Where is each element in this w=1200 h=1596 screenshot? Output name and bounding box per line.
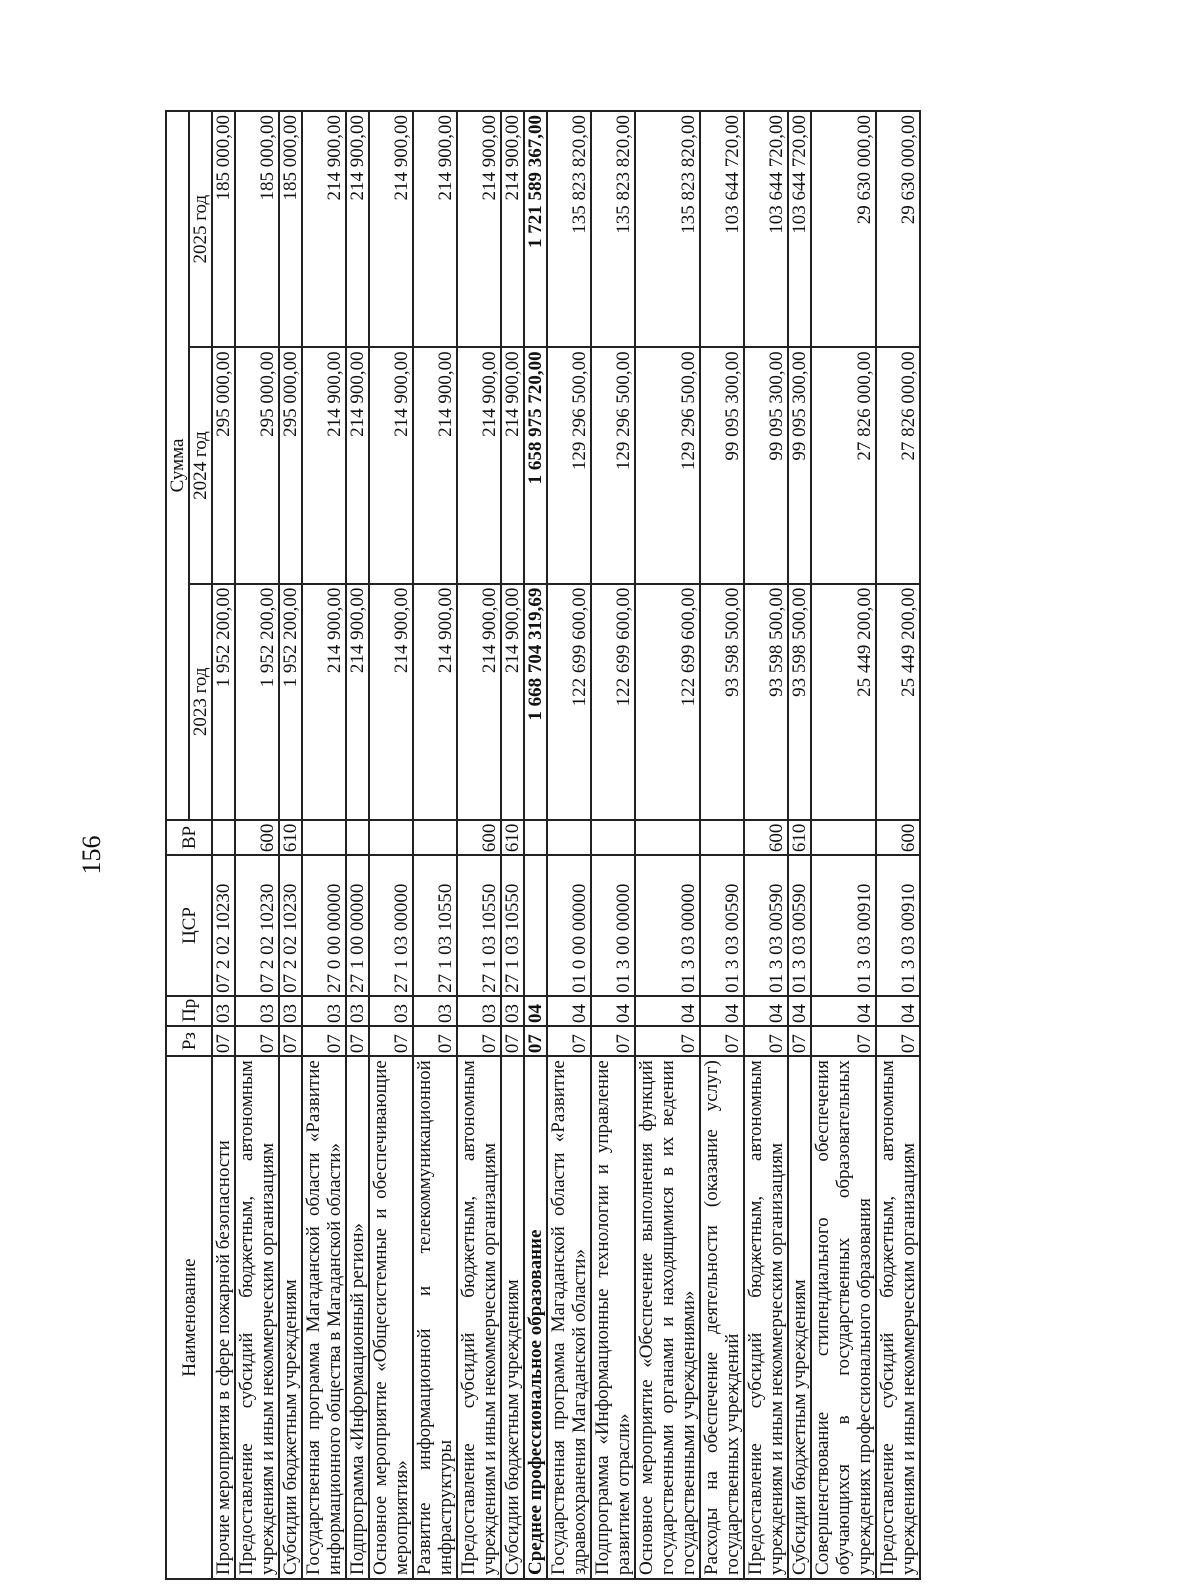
header-2024: 2024 год xyxy=(189,347,212,583)
cell-name: Основное мероприятие «Обеспечение выполнения функций государственными органами и находящимися в их ведении государственными учреждениями» xyxy=(635,1056,700,1579)
cell-2023: 93 598 500,00 xyxy=(744,584,788,820)
cell-2023: 122 699 600,00 xyxy=(547,584,591,820)
header-name: Наименование xyxy=(166,1056,212,1579)
header-vr: ВР xyxy=(166,820,212,855)
table-row xyxy=(369,111,413,1579)
cell-2025: 185 000,00 xyxy=(212,111,235,347)
table-row xyxy=(744,111,788,1579)
cell-rz: 07 xyxy=(369,1026,413,1056)
cell-2023: 1 952 200,00 xyxy=(235,584,279,820)
cell-csr: 27 1 03 10550 xyxy=(457,855,501,996)
table-row xyxy=(302,111,346,1579)
cell-pr: 03 xyxy=(279,996,302,1026)
cell-2023: 214 900,00 xyxy=(413,584,457,820)
cell-2025: 185 000,00 xyxy=(235,111,279,347)
cell-name: Предоставление субсидий бюджетным, автономным учреждениям и иным некоммерческим организациям xyxy=(744,1056,788,1579)
table-row xyxy=(346,111,369,1579)
cell-name: Субсидии бюджетным учреждениям xyxy=(279,1056,302,1579)
header-2025: 2025 год xyxy=(189,111,212,347)
cell-name: Прочие мероприятия в сфере пожарной безопасности xyxy=(212,1056,235,1579)
cell-2023: 214 900,00 xyxy=(346,584,369,820)
cell-rz: 07 xyxy=(524,1026,547,1056)
cell-2024: 1 658 975 720,00 xyxy=(524,347,547,583)
table-row xyxy=(457,111,501,1579)
cell-pr: 04 xyxy=(811,996,876,1026)
cell-name: Государственная программа Магаданской области «Развитие здравоохранения Магаданской области» xyxy=(547,1056,591,1579)
table-row xyxy=(413,111,457,1579)
cell-vr xyxy=(413,820,457,855)
cell-vr xyxy=(547,820,591,855)
cell-2024: 27 826 000,00 xyxy=(811,347,876,583)
cell-csr: 01 3 03 00590 xyxy=(744,855,788,996)
cell-pr: 03 xyxy=(413,996,457,1026)
cell-2024: 129 296 500,00 xyxy=(635,347,700,583)
table-row xyxy=(876,111,920,1579)
table-row xyxy=(524,111,547,1579)
cell-pr: 03 xyxy=(302,996,346,1026)
cell-2024: 295 000,00 xyxy=(235,347,279,583)
cell-2024: 214 900,00 xyxy=(346,347,369,583)
cell-rz: 07 xyxy=(212,1026,235,1056)
cell-2025: 135 823 820,00 xyxy=(591,111,635,347)
cell-rz: 07 xyxy=(811,1026,876,1056)
cell-2023: 1 952 200,00 xyxy=(212,584,235,820)
cell-vr: 600 xyxy=(744,820,788,855)
cell-2023: 214 900,00 xyxy=(302,584,346,820)
cell-pr: 04 xyxy=(700,996,744,1026)
cell-2024: 129 296 500,00 xyxy=(591,347,635,583)
cell-vr: 600 xyxy=(876,820,920,855)
cell-csr: 27 1 03 00000 xyxy=(369,855,413,996)
cell-vr: 600 xyxy=(457,820,501,855)
cell-name: Основное мероприятие «Общесистемные и обеспечивающие мероприятия» xyxy=(369,1056,413,1579)
cell-name: Предоставление субсидий бюджетным, автономным учреждениям и иным некоммерческим организациям xyxy=(457,1056,501,1579)
cell-name: Совершенствование стипендиального обеспечения обучающихся в государственных образовательных учреждениях профессионального образования xyxy=(811,1056,876,1579)
cell-name: Развитие информационной и телекоммуникационной инфраструктуры xyxy=(413,1056,457,1579)
table-row xyxy=(279,111,302,1579)
cell-2024: 214 900,00 xyxy=(369,347,413,583)
cell-name: Подпрограмма «Информационный регион» xyxy=(346,1056,369,1579)
table-row xyxy=(811,111,876,1579)
cell-vr: 610 xyxy=(501,820,524,855)
cell-rz: 07 xyxy=(302,1026,346,1056)
cell-2025: 1 721 589 367,00 xyxy=(524,111,547,347)
cell-2024: 295 000,00 xyxy=(279,347,302,583)
cell-2024: 214 900,00 xyxy=(413,347,457,583)
cell-2024: 99 095 300,00 xyxy=(700,347,744,583)
cell-2025: 214 900,00 xyxy=(302,111,346,347)
cell-2023: 214 900,00 xyxy=(369,584,413,820)
cell-csr: 01 3 03 00590 xyxy=(700,855,744,996)
cell-rz: 07 xyxy=(876,1026,920,1056)
header-sum: Сумма xyxy=(166,111,189,820)
cell-rz: 07 xyxy=(591,1026,635,1056)
cell-csr: 27 0 00 00000 xyxy=(302,855,346,996)
cell-name: Государственная программа Магаданской области «Развитие информационного общества в Магаданской области» xyxy=(302,1056,346,1579)
cell-2024: 295 000,00 xyxy=(212,347,235,583)
header-2023: 2023 год xyxy=(189,584,212,820)
cell-2024: 129 296 500,00 xyxy=(547,347,591,583)
cell-2023: 25 449 200,00 xyxy=(811,584,876,820)
cell-rz: 07 xyxy=(547,1026,591,1056)
cell-2023: 25 449 200,00 xyxy=(876,584,920,820)
cell-2023: 122 699 600,00 xyxy=(635,584,700,820)
cell-csr xyxy=(524,855,547,996)
cell-pr: 04 xyxy=(635,996,700,1026)
cell-2023: 214 900,00 xyxy=(501,584,524,820)
table-row xyxy=(212,111,235,1579)
cell-2025: 214 900,00 xyxy=(413,111,457,347)
cell-vr xyxy=(700,820,744,855)
cell-pr: 04 xyxy=(788,996,811,1026)
cell-vr xyxy=(524,820,547,855)
cell-vr xyxy=(302,820,346,855)
cell-pr: 04 xyxy=(524,996,547,1026)
cell-pr: 04 xyxy=(876,996,920,1026)
cell-csr: 01 3 03 00590 xyxy=(788,855,811,996)
cell-pr: 03 xyxy=(346,996,369,1026)
cell-name: Предоставление субсидий бюджетным, автономным учреждениям и иным некоммерческим организациям xyxy=(235,1056,279,1579)
cell-name: Расходы на обеспечение деятельности (оказание услуг) государственных учреждений xyxy=(700,1056,744,1579)
cell-2025: 135 823 820,00 xyxy=(547,111,591,347)
cell-2025: 214 900,00 xyxy=(369,111,413,347)
cell-rz: 07 xyxy=(635,1026,700,1056)
cell-rz: 07 xyxy=(413,1026,457,1056)
cell-vr xyxy=(212,820,235,855)
cell-csr: 01 3 03 00910 xyxy=(811,855,876,996)
cell-2025: 214 900,00 xyxy=(457,111,501,347)
table-row xyxy=(235,111,279,1579)
cell-vr: 610 xyxy=(279,820,302,855)
cell-name: Среднее профессиональное образование xyxy=(524,1056,547,1579)
header-csr: ЦСР xyxy=(166,855,212,996)
header-rz: Рз xyxy=(166,1026,212,1056)
cell-pr: 03 xyxy=(457,996,501,1026)
cell-2025: 103 644 720,00 xyxy=(744,111,788,347)
cell-rz: 07 xyxy=(457,1026,501,1056)
rotated-table-wrapper xyxy=(165,110,955,1580)
table-row xyxy=(700,111,744,1579)
cell-name: Подпрограмма «Информационные технологии и управление развитием отрасли» xyxy=(591,1056,635,1579)
cell-2024: 214 900,00 xyxy=(501,347,524,583)
cell-pr: 03 xyxy=(235,996,279,1026)
cell-csr: 27 1 03 10550 xyxy=(413,855,457,996)
cell-name: Субсидии бюджетным учреждениям xyxy=(501,1056,524,1579)
cell-vr xyxy=(635,820,700,855)
cell-2024: 214 900,00 xyxy=(302,347,346,583)
cell-csr: 01 0 00 00000 xyxy=(547,855,591,996)
cell-csr: 07 2 02 10230 xyxy=(212,855,235,996)
budget-table xyxy=(165,110,921,1580)
cell-2025: 214 900,00 xyxy=(501,111,524,347)
table-row xyxy=(547,111,591,1579)
cell-csr: 01 3 03 00000 xyxy=(635,855,700,996)
cell-rz: 07 xyxy=(744,1026,788,1056)
cell-rz: 07 xyxy=(346,1026,369,1056)
cell-vr xyxy=(346,820,369,855)
cell-2024: 214 900,00 xyxy=(457,347,501,583)
table-row xyxy=(501,111,524,1579)
cell-2024: 99 095 300,00 xyxy=(788,347,811,583)
cell-name: Предоставление субсидий бюджетным, автономным учреждениям и иным некоммерческим организациям xyxy=(876,1056,920,1579)
cell-2025: 214 900,00 xyxy=(346,111,369,347)
cell-2023: 93 598 500,00 xyxy=(700,584,744,820)
cell-pr: 03 xyxy=(501,996,524,1026)
cell-name: Субсидии бюджетным учреждениям xyxy=(788,1056,811,1579)
cell-2025: 29 630 000,00 xyxy=(811,111,876,347)
cell-rz: 07 xyxy=(501,1026,524,1056)
cell-csr: 07 2 02 10230 xyxy=(279,855,302,996)
cell-pr: 04 xyxy=(547,996,591,1026)
table-row xyxy=(635,111,700,1579)
cell-2023: 1 668 704 319,69 xyxy=(524,584,547,820)
cell-csr: 01 3 00 00000 xyxy=(591,855,635,996)
cell-2023: 1 952 200,00 xyxy=(279,584,302,820)
table-body xyxy=(212,111,920,1579)
cell-2023: 93 598 500,00 xyxy=(788,584,811,820)
cell-vr: 610 xyxy=(788,820,811,855)
cell-2025: 135 823 820,00 xyxy=(635,111,700,347)
cell-vr xyxy=(811,820,876,855)
cell-pr: 03 xyxy=(369,996,413,1026)
table-row xyxy=(591,111,635,1579)
cell-pr: 04 xyxy=(744,996,788,1026)
cell-csr: 27 1 00 00000 xyxy=(346,855,369,996)
cell-2025: 103 644 720,00 xyxy=(788,111,811,347)
cell-2025: 29 630 000,00 xyxy=(876,111,920,347)
cell-2023: 122 699 600,00 xyxy=(591,584,635,820)
cell-rz: 07 xyxy=(700,1026,744,1056)
cell-csr: 01 3 03 00910 xyxy=(876,855,920,996)
cell-vr: 600 xyxy=(235,820,279,855)
cell-rz: 07 xyxy=(279,1026,302,1056)
cell-rz: 07 xyxy=(788,1026,811,1056)
cell-rz: 07 xyxy=(235,1026,279,1056)
cell-2025: 103 644 720,00 xyxy=(700,111,744,347)
cell-pr: 04 xyxy=(591,996,635,1026)
cell-vr xyxy=(591,820,635,855)
cell-2025: 185 000,00 xyxy=(279,111,302,347)
page-number: 156 xyxy=(77,835,106,875)
cell-2024: 99 095 300,00 xyxy=(744,347,788,583)
cell-pr: 03 xyxy=(212,996,235,1026)
cell-csr: 27 1 03 10550 xyxy=(501,855,524,996)
cell-csr: 07 2 02 10230 xyxy=(235,855,279,996)
cell-2024: 27 826 000,00 xyxy=(876,347,920,583)
cell-vr xyxy=(369,820,413,855)
cell-2023: 214 900,00 xyxy=(457,584,501,820)
table-row xyxy=(788,111,811,1579)
header-pr: Пр xyxy=(166,996,212,1026)
